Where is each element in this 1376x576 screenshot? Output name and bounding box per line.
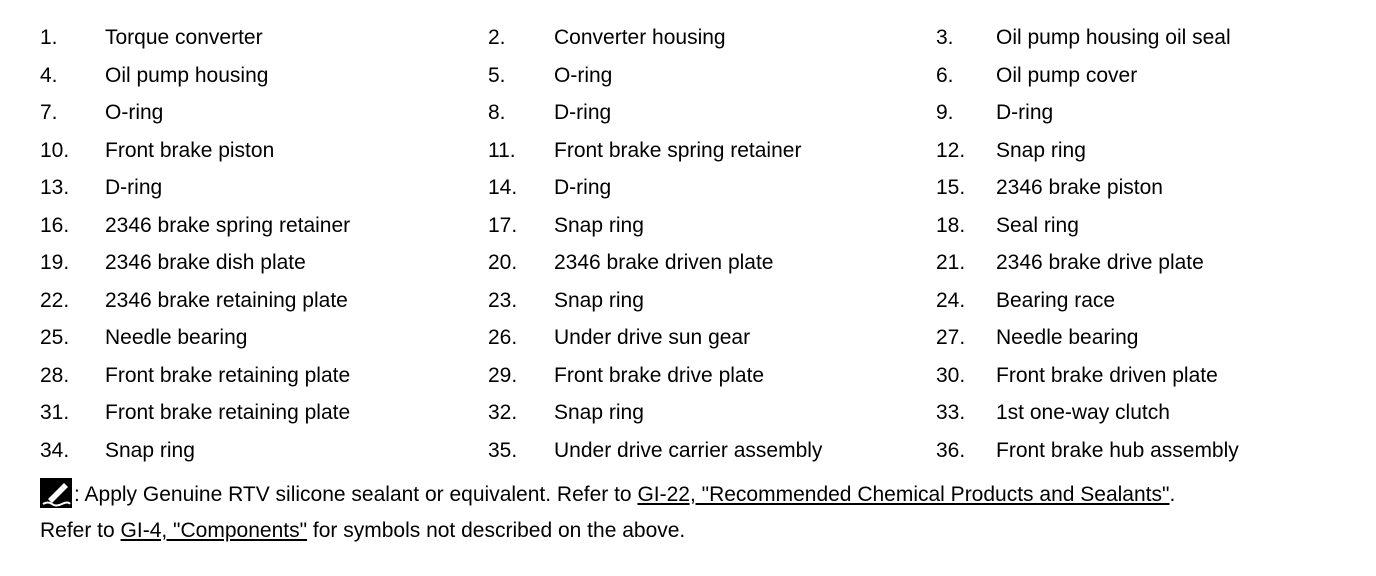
item-name: Front brake retaining plate	[105, 363, 351, 387]
item-number: 29.	[488, 363, 518, 387]
item-name: Seal ring	[996, 213, 1079, 237]
legend-row	[0, 94, 1376, 132]
item-number: 11.	[488, 138, 516, 162]
item-name: 2346 brake retaining plate	[105, 288, 348, 312]
item-name: Front brake driven plate	[996, 363, 1218, 387]
item-number: 12.	[936, 138, 966, 162]
item-number: 20.	[488, 251, 518, 274]
item-number: 15.	[936, 176, 966, 199]
sealant-note-end: .	[1169, 483, 1176, 506]
item-number: 26.	[488, 326, 518, 349]
components-link[interactable]: GI-4, "Components"	[120, 519, 308, 542]
sealant-icon	[40, 478, 72, 508]
item-number: 35.	[488, 438, 518, 462]
legend-row	[0, 57, 1376, 95]
parts-legend	[0, 19, 1376, 469]
legend-row	[0, 132, 1376, 170]
item-number: 4.	[40, 63, 58, 87]
item-name: O-ring	[554, 63, 613, 87]
legend-row	[0, 169, 1376, 207]
item-number: 14.	[488, 176, 518, 199]
item-name: Front brake drive plate	[554, 363, 765, 387]
item-number: 9.	[936, 101, 954, 124]
item-name: Under drive carrier assembly	[554, 438, 823, 462]
item-number: 25.	[40, 326, 70, 349]
item-number: 2.	[488, 26, 506, 49]
item-name: O-ring	[105, 101, 164, 124]
item-number: 19.	[40, 251, 70, 274]
item-name: Oil pump housing oil seal	[996, 26, 1231, 49]
item-number: 21.	[936, 251, 966, 274]
item-number: 36.	[936, 438, 966, 462]
item-name: Snap ring	[105, 438, 195, 462]
recommended-chemicals-link[interactable]: GI-22, "Recommended Chemical Products and Sealants"	[637, 483, 1170, 506]
item-name: 2346 brake dish plate	[105, 251, 306, 274]
item-name: Torque converter	[105, 26, 263, 49]
item-number: 6.	[936, 63, 954, 87]
item-number: 23.	[488, 288, 518, 312]
item-number: 3.	[936, 26, 954, 49]
item-name: D-ring	[554, 176, 612, 199]
item-number: 5.	[488, 63, 506, 87]
item-name: Snap ring	[996, 138, 1086, 162]
item-name: Snap ring	[554, 401, 644, 424]
item-name: Oil pump housing	[105, 63, 269, 87]
item-number: 17.	[488, 213, 518, 237]
item-name: Needle bearing	[105, 326, 248, 349]
legend-row	[0, 319, 1376, 357]
item-number: 13.	[40, 176, 70, 199]
legend-row	[0, 282, 1376, 320]
item-name: Needle bearing	[996, 326, 1139, 349]
item-name: Front brake retaining plate	[105, 401, 351, 424]
item-name: 2346 brake driven plate	[554, 251, 774, 274]
symbols-note-prefix: Refer to	[40, 519, 121, 542]
legend-row	[0, 394, 1376, 432]
legend-row	[0, 19, 1376, 57]
item-number: 8.	[488, 101, 506, 124]
item-number: 31.	[40, 401, 70, 424]
legend-row	[0, 432, 1376, 470]
symbols-note	[40, 519, 685, 543]
item-name: Oil pump cover	[996, 63, 1138, 87]
item-name: Bearing race	[996, 288, 1116, 312]
item-name: 2346 brake drive plate	[996, 251, 1204, 274]
item-name: Front brake piston	[105, 138, 275, 162]
item-name: Snap ring	[554, 288, 644, 312]
item-name: D-ring	[996, 101, 1054, 124]
sealant-note	[40, 478, 1175, 508]
item-name: 2346 brake spring retainer	[105, 213, 351, 237]
item-name: D-ring	[554, 101, 612, 124]
sealant-note-text: : Apply Genuine RTV silicone sealant or equivalent. Refer to	[74, 483, 638, 506]
item-name: Converter housing	[554, 26, 726, 49]
item-number: 34.	[40, 438, 70, 462]
item-number: 18.	[936, 213, 966, 237]
item-number: 30.	[936, 363, 966, 387]
item-name: 1st one-way clutch	[996, 401, 1170, 424]
item-name: Under drive sun gear	[554, 326, 751, 349]
item-name: 2346 brake piston	[996, 176, 1163, 199]
item-number: 32.	[488, 401, 518, 424]
item-name: Front brake hub assembly	[996, 438, 1239, 462]
item-number: 24.	[936, 288, 966, 312]
legend-row	[0, 207, 1376, 245]
item-number: 33.	[936, 401, 966, 424]
legend-row	[0, 244, 1376, 282]
item-number: 10.	[40, 138, 70, 162]
item-name: Front brake spring retainer	[554, 138, 802, 162]
legend-row	[0, 357, 1376, 395]
item-number: 28.	[40, 363, 70, 387]
item-number: 16.	[40, 213, 70, 237]
item-number: 7.	[40, 101, 58, 124]
item-name: D-ring	[105, 176, 163, 199]
item-number: 22.	[40, 288, 70, 312]
item-name: Snap ring	[554, 213, 644, 237]
symbols-note-suffix: for symbols not described on the above.	[307, 519, 686, 542]
item-number: 27.	[936, 326, 966, 349]
item-number: 1.	[40, 26, 58, 49]
